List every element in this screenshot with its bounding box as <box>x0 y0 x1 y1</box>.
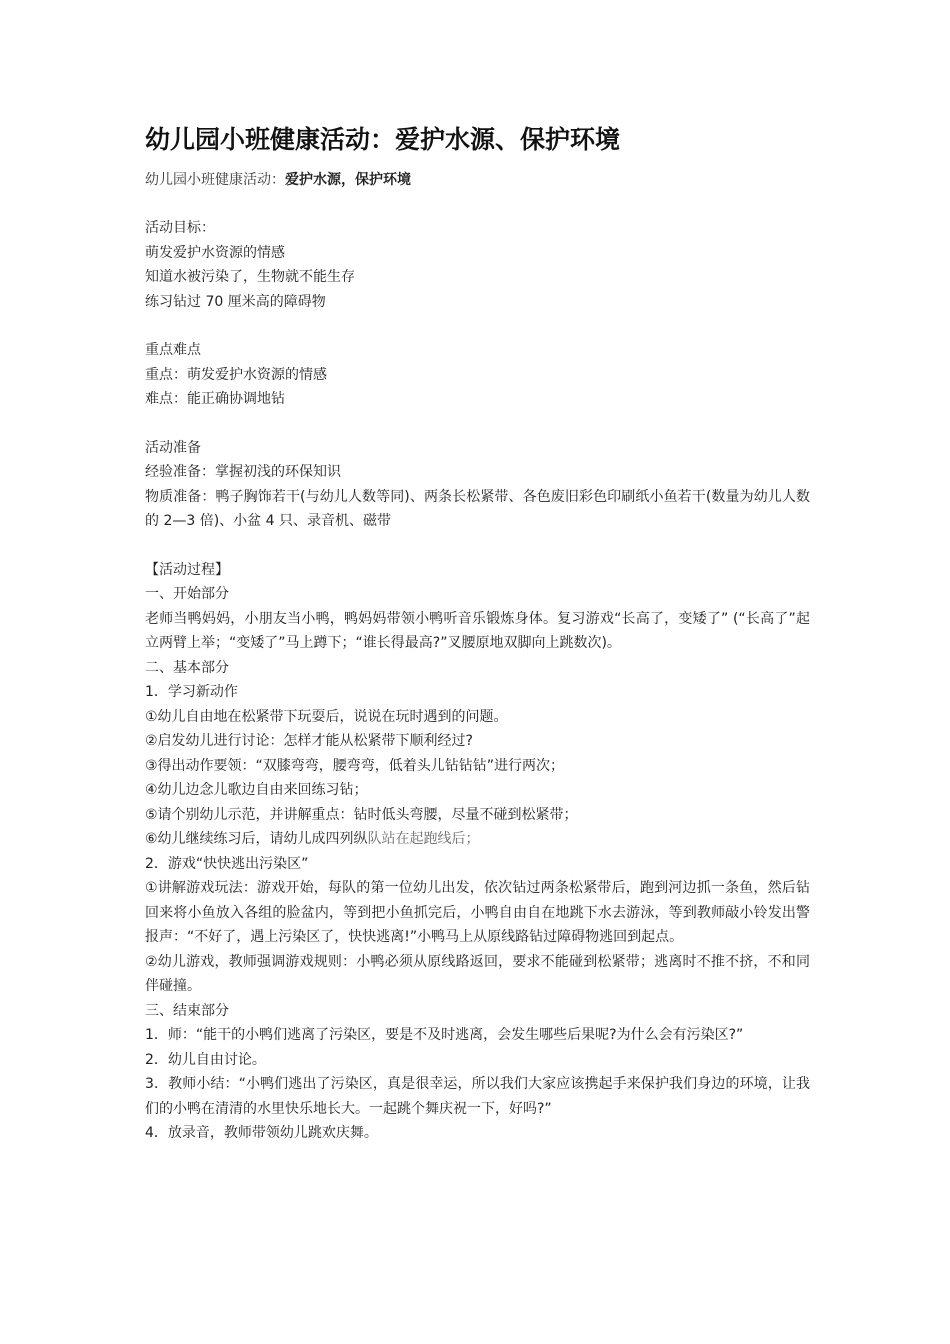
section2-rules-text: ①讲解游戏玩法：游戏开始，每队的第一位幼儿出发，依次钻过两条松紧带后，跑到河边抓一条鱼，然后钻回来将小鱼放入各组的脸盆内，等到把小鱼抓完后，小鸭自由自在地跳下水去游泳，等到教师敲小铃发出警报声：“不好了，遇上污染区了，快快逃离!”小鸭马上从原线路钻过障碍物逃回到起点。 <box>145 880 810 945</box>
subtitle-prefix: 幼儿园小班健康活动： <box>145 172 285 188</box>
part3-heading: 三、结束部分 <box>145 1002 229 1019</box>
section1-last-part-b: 队站在起跑线后； <box>367 831 480 847</box>
section1-item: ③得出动作要领：“双膝弯弯，腰弯弯，低着头儿钻钻钻”进行两次； <box>145 757 565 774</box>
ending-item: 3．教师小结：“小鸭们逃出了污染区，真是很幸运，所以我们大家应该携起手来保护我们身边的环境，让我们的小鸭在清清的水里快乐地长大。一起跳个舞庆祝一下，好吗?” <box>145 1076 810 1117</box>
section1-item: ①幼儿自由地在松紧带下玩耍后，说说在玩时遇到的问题。 <box>145 708 508 725</box>
section2-heading: 2．游戏“快快逃出污染区” <box>145 855 309 872</box>
key-point: 重点：萌发爱护水资源的情感 <box>145 366 327 383</box>
goal-item: 知道水被污染了，生物就不能生存 <box>145 269 355 285</box>
page-title: 幼儿园小班健康活动：爱护水源、保护环境 <box>145 125 621 154</box>
difficulty-point: 难点：能正确协调地钻 <box>145 391 285 407</box>
spacer <box>145 314 810 338</box>
part1-heading: 一、开始部分 <box>145 586 229 602</box>
page-subtitle <box>145 168 810 192</box>
subtitle-bold: 爱护水源，保护环境 <box>285 172 411 188</box>
document-body <box>145 122 810 1146</box>
experience-preparation: 经验准备：掌握初浅的环保知识 <box>145 464 341 480</box>
part1-text: 老师当鸭妈妈，小朋友当小鸭，鸭妈妈带领小鸭听音乐锻炼身体。复习游戏“长高了，变矮了” (“长高了”起立两臂上举；“变矮了”马上蹲下；“谁长得最高?”叉腰原地双脚向上跳数次)。 <box>145 610 810 651</box>
spacer <box>145 534 810 558</box>
ending-item: 4．放录音，教师带领幼儿跳欢庆舞。 <box>145 1125 378 1141</box>
ending-item: 2．幼儿自由讨论。 <box>145 1051 266 1068</box>
goal-item: 萌发爱护水资源的情感 <box>145 244 285 261</box>
section1-last-part-a: ⑥幼儿继续练习后，请幼儿成四列纵 <box>145 831 368 847</box>
spacer <box>145 412 810 436</box>
spacer <box>145 192 810 216</box>
section1-item: ④幼儿边念儿歌边自由来回练习钻； <box>145 782 368 798</box>
section1-heading: 1．学习新动作 <box>145 684 238 700</box>
goals-heading: 活动目标： <box>145 220 215 236</box>
section1-item: ②启发幼儿进行讨论：怎样才能从松紧带下顺利经过? <box>145 733 473 749</box>
material-preparation: 物质准备：鸭子胸饰若干(与幼儿人数等同)、两条长松紧带、各色废旧彩色印刷纸小鱼若干(数量为幼儿人数的 2—3 倍)、小盆 4 只、录音机、磁带 <box>145 488 810 529</box>
part2-heading: 二、基本部分 <box>145 659 229 676</box>
ending-item: 1．师：“能干的小鸭们逃离了污染区，要是不及时逃离，会发生哪些后果呢?为什么会有污染区?” <box>145 1027 744 1043</box>
section1-item-last <box>145 827 810 852</box>
goal-item: 练习钻过 70 厘米高的障碍物 <box>145 293 326 310</box>
key-points-heading: 重点难点 <box>145 342 201 358</box>
section2-play-text: ②幼儿游戏，教师强调游戏规则：小鸭必须从原线路返回，要求不能碰到松紧带；逃离时不推不挤，不和同伴碰撞。 <box>145 953 810 994</box>
preparation-heading: 活动准备 <box>145 439 201 456</box>
process-heading: 【活动过程】 <box>145 561 229 578</box>
section1-item: ⑤请个别幼儿示范，并讲解重点：钻时低头弯腰，尽量不碰到松紧带； <box>145 806 578 823</box>
